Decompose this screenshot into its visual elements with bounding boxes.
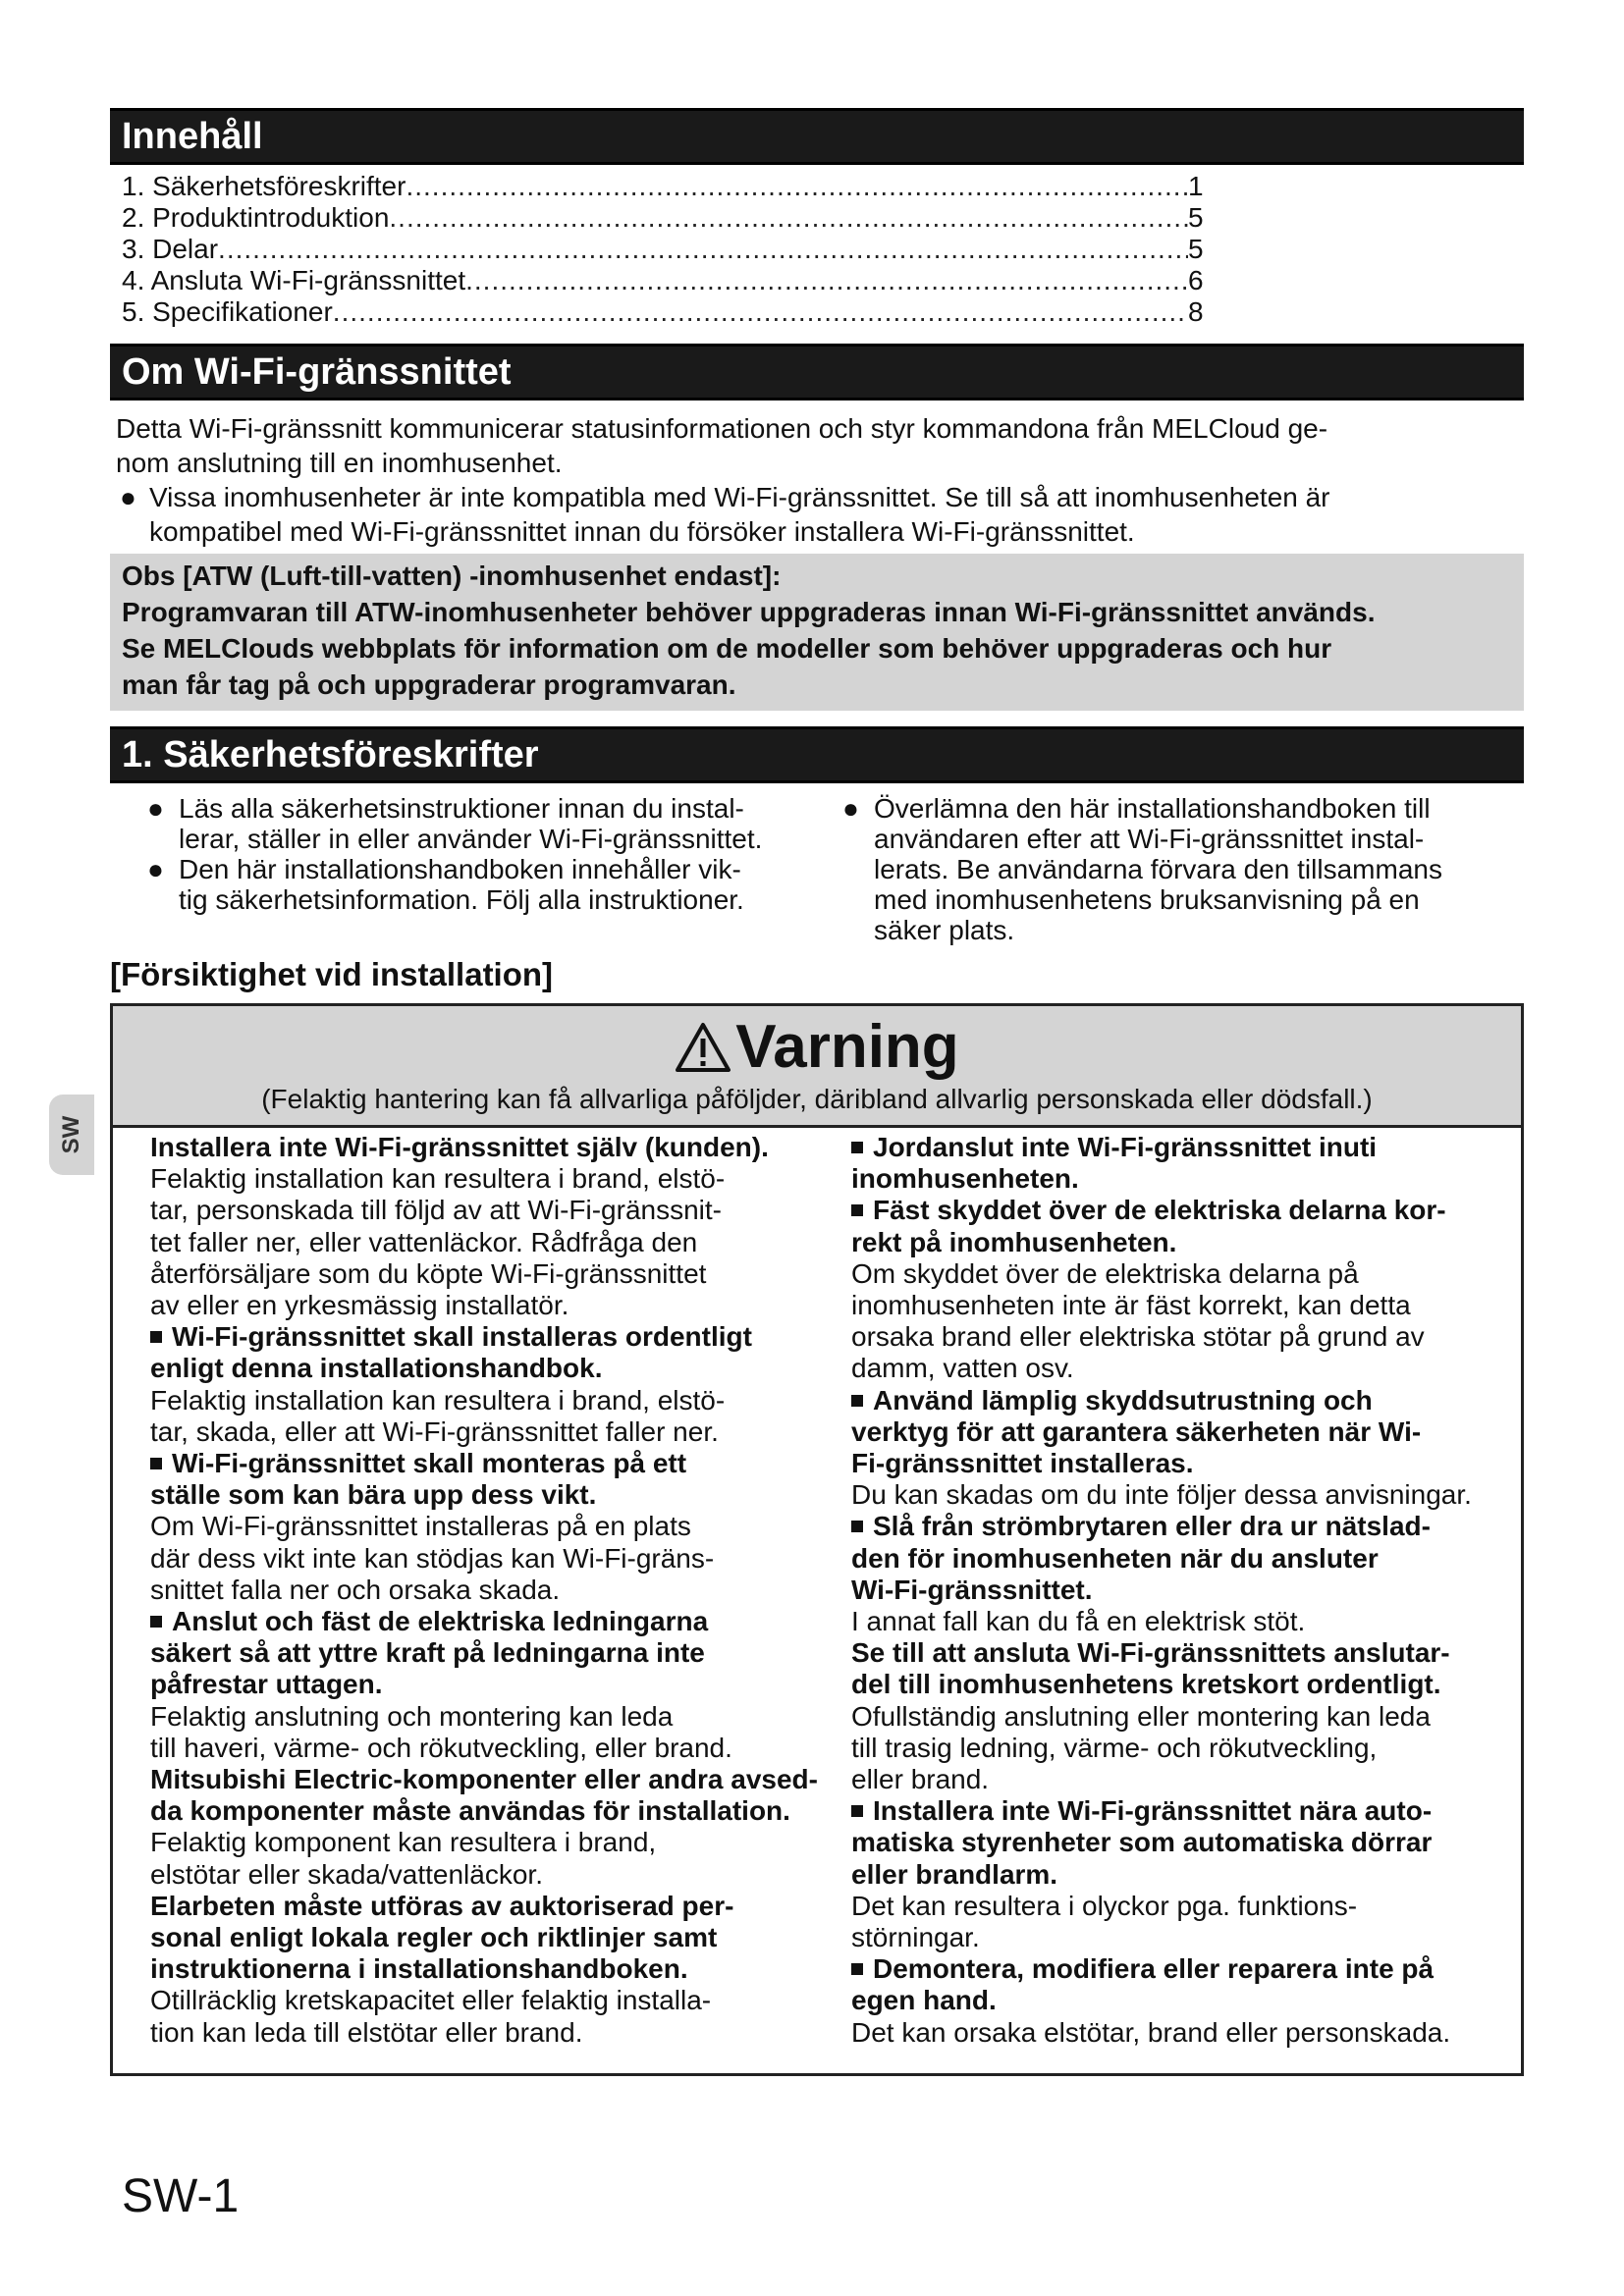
warning-heading-line xyxy=(851,1543,1529,1575)
warning-line-text: sonal enligt lokala regler och riktlinjer samt xyxy=(150,1922,718,1953)
square-bullet-icon xyxy=(150,1331,162,1343)
toc-item xyxy=(122,171,1202,202)
warning-line-text: Det kan orsaka elstötar, brand eller personskada. xyxy=(851,2016,1451,2048)
warning-text-line xyxy=(150,1385,936,1416)
warning-heading-line xyxy=(851,1163,1529,1195)
toc-leader-dots xyxy=(406,171,1188,202)
warning-heading-line xyxy=(150,1606,936,1637)
warning-line-text: inomhusenheten inte är fäst korrekt, kan detta xyxy=(851,1290,1411,1321)
warning-line-text: Om Wi-Fi-gränssnittet installeras på en plats xyxy=(150,1511,691,1542)
about-bullet-line: Vissa inomhusenheter är inte kompatibla med Wi-Fi-gränssnittet. Se till så att inomhusenheten är xyxy=(149,482,1330,512)
warning-heading-line xyxy=(150,1637,936,1669)
warning-line-text: Installera inte Wi-Fi-gränssnittet själv (kunden). xyxy=(150,1132,769,1162)
warning-header xyxy=(113,1006,1521,1128)
warning-text-line xyxy=(150,2017,936,2049)
warning-line-text: påfrestar uttagen. xyxy=(150,1669,383,1700)
toc-item-page: 1 xyxy=(1188,171,1204,201)
safety-bullet xyxy=(147,793,825,854)
warning-heading-line xyxy=(851,1511,1529,1542)
warning-heading-line xyxy=(851,1669,1529,1700)
about-bullet xyxy=(116,480,1510,549)
obs-line: Programvaran till ATW-inomhusenheter behöver uppgraderas innan Wi-Fi-gränssnittet används. xyxy=(122,597,1376,627)
warning-heading-line xyxy=(851,1227,1529,1258)
toc-leader-dots xyxy=(465,265,1188,296)
safety-bullet-line: lerar, ställer in eller använder Wi-Fi-gränssnittet. xyxy=(179,824,763,854)
warning-line-text: Elarbeten måste utföras av auktoriserad per- xyxy=(150,1890,734,1921)
toc-item-label: 5. Specifikationer xyxy=(122,296,333,327)
warning-heading-line xyxy=(150,1479,936,1511)
warning-heading-line xyxy=(150,1764,936,1795)
warning-text-line xyxy=(150,1195,936,1226)
warning-text-line xyxy=(150,1290,936,1321)
safety-bullet xyxy=(147,854,825,915)
warning-text-line xyxy=(150,1543,936,1575)
toc-item-page: 6 xyxy=(1188,265,1204,295)
about-paragraph-line: nom anslutning till en inomhusenhet. xyxy=(116,448,563,478)
warning-heading-line xyxy=(851,1953,1529,1985)
warning-line-text: tion kan leda till elstötar eller brand. xyxy=(150,2016,583,2048)
safety-left-column xyxy=(147,793,825,915)
safety-bullet xyxy=(842,793,1530,945)
warning-heading-line xyxy=(851,1132,1529,1163)
warning-line-text: säkert så att yttre kraft på ledningarna inte xyxy=(150,1637,705,1669)
warning-line-text: snittet falla ner och orsaka skada. xyxy=(150,1574,561,1605)
warning-heading-line xyxy=(150,1669,936,1700)
square-bullet-icon xyxy=(150,1458,162,1469)
toc-item-page: 8 xyxy=(1188,296,1204,327)
warning-text-line xyxy=(150,1985,936,2016)
square-bullet-icon xyxy=(150,1616,162,1628)
about-text xyxy=(116,411,1510,549)
warning-line-text: Wi-Fi-gränssnittet. xyxy=(851,1574,1093,1605)
obs-note xyxy=(110,554,1524,711)
warning-text-line xyxy=(150,1859,936,1891)
warning-line-text: Om skyddet över de elektriska delarna på xyxy=(851,1257,1359,1289)
warning-line-text: Felaktig anslutning och montering kan leda xyxy=(150,1700,674,1732)
warning-line-text: elstötar eller skada/vattenläckor. xyxy=(150,1858,543,1890)
warning-left-column xyxy=(150,1132,936,2049)
toc-item-label: 1. Säkerhetsföreskrifter xyxy=(122,171,406,201)
warning-line-text: enligt denna installationshandbok. xyxy=(150,1353,603,1384)
warning-line-text: eller brandlarm. xyxy=(851,1858,1058,1890)
about-heading: Om Wi-Fi-gränssnittet xyxy=(110,344,1524,400)
safety-bullet-line: användaren efter att Wi-Fi-gränssnittet instal- xyxy=(874,824,1425,854)
warning-line-text: Anslut och fäst de elektriska ledningarna xyxy=(172,1606,709,1637)
square-bullet-icon xyxy=(851,1142,863,1153)
safety-bullet-line: säker plats. xyxy=(874,915,1015,945)
safety-bullet-line: tig säkerhetsinformation. Följ alla instruktioner. xyxy=(179,884,744,915)
warning-title xyxy=(113,1012,1521,1083)
warning-line-text: rekt på inomhusenheten. xyxy=(851,1226,1177,1257)
safety-heading: 1. Säkerhetsföreskrifter xyxy=(110,726,1524,783)
safety-bullet-line: med inomhusenhetens bruksanvisning på en xyxy=(874,884,1420,915)
warning-text-line xyxy=(851,1891,1529,1922)
warning-line-text: Fäst skyddet över de elektriska delarna kor- xyxy=(873,1195,1446,1226)
obs-line: man får tag på och uppgraderar programvaran. xyxy=(122,669,736,700)
toc-item-label: 2. Produktintroduktion xyxy=(122,202,390,233)
warning-text-line xyxy=(150,1701,936,1733)
warning-line-text: inomhusenheten. xyxy=(851,1163,1079,1195)
warning-text-line xyxy=(150,1416,936,1448)
warning-text-line xyxy=(150,1227,936,1258)
toc-leader-dots xyxy=(389,202,1188,234)
warning-heading-line xyxy=(150,1795,936,1827)
warning-line-text: ställe som kan bära upp dess vikt. xyxy=(150,1479,597,1511)
warning-text-line xyxy=(851,1922,1529,1953)
obs-line: Obs [ATW (Luft-till-vatten) -inomhusenhet endast]: xyxy=(122,561,782,591)
warning-text-line xyxy=(851,1701,1529,1733)
warning-heading-line xyxy=(150,1321,936,1353)
warning-line-text: Felaktig installation kan resultera i brand, elstö- xyxy=(150,1384,726,1415)
warning-line-text: da komponenter måste användas för installation. xyxy=(150,1795,790,1827)
language-side-tab xyxy=(49,1095,94,1175)
bullet-icon: ● xyxy=(147,793,164,824)
warning-text-line xyxy=(851,1606,1529,1637)
square-bullet-icon xyxy=(851,1204,863,1216)
toc-item-page: 5 xyxy=(1188,234,1204,264)
warning-heading-line xyxy=(851,1859,1529,1891)
language-tab-label: SW xyxy=(58,1115,84,1154)
warning-text-line xyxy=(851,1321,1529,1353)
safety-bullet-line: Överlämna den här installationshandboken till xyxy=(874,793,1431,824)
warning-text-line xyxy=(150,1163,936,1195)
warning-line-text: Använd lämplig skyddsutrustning och xyxy=(873,1384,1373,1415)
warning-line-text: till trasig ledning, värme- och rökutveckling, xyxy=(851,1732,1378,1763)
obs-line: Se MELClouds webbplats för information om de modeller som behöver uppgraderas och hur xyxy=(122,633,1332,664)
warning-heading-line xyxy=(851,1416,1529,1448)
warning-line-text: tet faller ner, eller vattenläckor. Rådfråga den xyxy=(150,1226,698,1257)
warning-line-text: av eller en yrkesmässig installatör. xyxy=(150,1290,569,1321)
warning-heading-line xyxy=(150,1953,936,1985)
caution-heading: [Försiktighet vid installation] xyxy=(110,956,554,992)
warning-line-text: där dess vikt inte kan stödjas kan Wi-Fi-gräns- xyxy=(150,1542,715,1574)
warning-heading-line xyxy=(150,1353,936,1384)
warning-line-text: I annat fall kan du få en elektrisk stöt. xyxy=(851,1606,1306,1637)
toc-item-page: 5 xyxy=(1188,202,1204,233)
warning-line-text: återförsäljare som du köpte Wi-Fi-gränssnittet xyxy=(150,1257,707,1289)
warning-line-text: Felaktig installation kan resultera i brand, elstö- xyxy=(150,1163,726,1195)
warning-heading-line xyxy=(851,1795,1529,1827)
table-of-contents xyxy=(122,171,1202,328)
warning-text-line xyxy=(150,1575,936,1606)
warning-line-text: matiska styrenheter som automatiska dörrar xyxy=(851,1827,1433,1858)
toc-item xyxy=(122,234,1202,265)
warning-text-line xyxy=(851,1353,1529,1384)
about-paragraph-line: Detta Wi-Fi-gränssnitt kommunicerar statusinformationen och styr kommandona från MELCloud ge- xyxy=(116,413,1328,444)
warning-line-text: Jordanslut inte Wi-Fi-gränssnittet inuti xyxy=(873,1132,1378,1162)
warning-heading-line xyxy=(851,1448,1529,1479)
toc-item-label: 3. Delar xyxy=(122,234,219,264)
warning-line-text: Fi-gränssnittet installeras. xyxy=(851,1448,1194,1479)
toc-item xyxy=(122,202,1202,234)
warning-triangle-icon xyxy=(675,1022,731,1073)
warning-line-text: Du kan skadas om du inte följer dessa anvisningar. xyxy=(851,1479,1472,1511)
toc-leader-dots xyxy=(218,234,1188,265)
toc-item xyxy=(122,296,1202,328)
warning-title-text: Varning xyxy=(735,1013,959,1081)
safety-bullet-line: Läs alla säkerhetsinstruktioner innan du instal- xyxy=(179,793,744,824)
warning-text-line xyxy=(851,1258,1529,1290)
warning-heading-line xyxy=(851,1985,1529,2016)
toc-item xyxy=(122,265,1202,296)
toc-item-label: 4. Ansluta Wi-Fi-gränssnittet xyxy=(122,265,466,295)
about-bullet-line: kompatibel med Wi-Fi-gränssnittet innan du försöker installera Wi-Fi-gränssnittet. xyxy=(149,516,1135,547)
warning-line-text: verktyg för att garantera säkerheten när Wi- xyxy=(851,1415,1422,1447)
warning-line-text: Slå från strömbrytaren eller dra ur nätslad- xyxy=(873,1511,1431,1542)
warning-line-text: damm, vatten osv. xyxy=(851,1353,1074,1384)
warning-line-text: Ofullständig anslutning eller montering kan leda xyxy=(851,1700,1431,1732)
warning-heading-line xyxy=(150,1891,936,1922)
warning-heading-line xyxy=(851,1637,1529,1669)
warning-heading-line xyxy=(150,1132,936,1163)
warning-line-text: Mitsubishi Electric-komponenter eller andra avsed- xyxy=(150,1764,818,1795)
bullet-icon: ● xyxy=(842,793,859,824)
safety-bullet-line: Den här installationshandboken innehåller vik- xyxy=(179,854,741,884)
warning-box xyxy=(110,1003,1524,2076)
square-bullet-icon xyxy=(851,1521,863,1532)
warning-line-text: störningar. xyxy=(851,1922,980,1953)
warning-line-text: eller brand. xyxy=(851,1764,990,1795)
warning-line-text: instruktionerna i installationshandboken. xyxy=(150,1953,688,1985)
warning-heading-line xyxy=(851,1575,1529,1606)
warning-line-text: del till inomhusenhetens kretskort ordentligt. xyxy=(851,1669,1441,1700)
warning-line-text: orsaka brand eller elektriska stötar på grund av xyxy=(851,1321,1425,1353)
warning-line-text: den för inomhusenheten när du ansluter xyxy=(851,1542,1379,1574)
warning-line-text: tar, personskada till följd av att Wi-Fi-gränssnit- xyxy=(150,1195,722,1226)
warning-text-line xyxy=(851,1479,1529,1511)
warning-line-text: Otillräcklig kretskapacitet eller felaktig installa- xyxy=(150,1985,712,2016)
safety-right-column xyxy=(842,793,1530,945)
warning-heading-line xyxy=(150,1448,936,1479)
warning-line-text: Wi-Fi-gränssnittet skall monteras på ett xyxy=(172,1448,687,1479)
warning-text-line xyxy=(851,1764,1529,1795)
warning-right-column xyxy=(851,1132,1529,2049)
safety-bullet-line: lerats. Be användarna förvara den tillsammans xyxy=(874,854,1442,884)
bullet-icon: ● xyxy=(120,482,136,512)
warning-text-line xyxy=(851,1733,1529,1764)
warning-line-text: Felaktig komponent kan resultera i brand, xyxy=(150,1827,657,1858)
warning-line-text: egen hand. xyxy=(851,1985,997,2016)
warning-subtitle: (Felaktig hantering kan få allvarliga påföljder, däribland allvarlig personskada eller dödsfall.) xyxy=(261,1084,1373,1114)
warning-heading-line xyxy=(851,1385,1529,1416)
toc-leader-dots xyxy=(333,296,1188,328)
toc-heading: Innehåll xyxy=(110,108,1524,165)
warning-text-line xyxy=(851,1290,1529,1321)
square-bullet-icon xyxy=(851,1805,863,1817)
warning-line-text: Se till att ansluta Wi-Fi-gränssnittets anslutar- xyxy=(851,1637,1450,1669)
warning-text-line xyxy=(150,1511,936,1542)
warning-line-text: till haveri, värme- och rökutveckling, eller brand. xyxy=(150,1732,732,1763)
warning-line-text: Det kan resultera i olyckor pga. funktions- xyxy=(851,1890,1358,1921)
square-bullet-icon xyxy=(851,1963,863,1975)
warning-heading-line xyxy=(851,1827,1529,1858)
bullet-icon: ● xyxy=(147,854,164,884)
page-number: SW-1 xyxy=(122,2170,240,2222)
warning-line-text: Demontera, modifiera eller reparera inte på xyxy=(873,1953,1435,1985)
warning-text-line xyxy=(150,1733,936,1764)
square-bullet-icon xyxy=(851,1395,863,1407)
warning-line-text: Wi-Fi-gränssnittet skall installeras ordentligt xyxy=(172,1321,752,1353)
warning-heading-line xyxy=(851,1195,1529,1226)
warning-text-line xyxy=(150,1258,936,1290)
warning-line-text: tar, skada, eller att Wi-Fi-gränssnittet faller ner. xyxy=(150,1415,719,1447)
warning-heading-line xyxy=(150,1922,936,1953)
warning-text-line xyxy=(150,1827,936,1858)
warning-line-text: Installera inte Wi-Fi-gränssnittet nära auto- xyxy=(873,1795,1433,1827)
warning-text-line xyxy=(851,2017,1529,2049)
